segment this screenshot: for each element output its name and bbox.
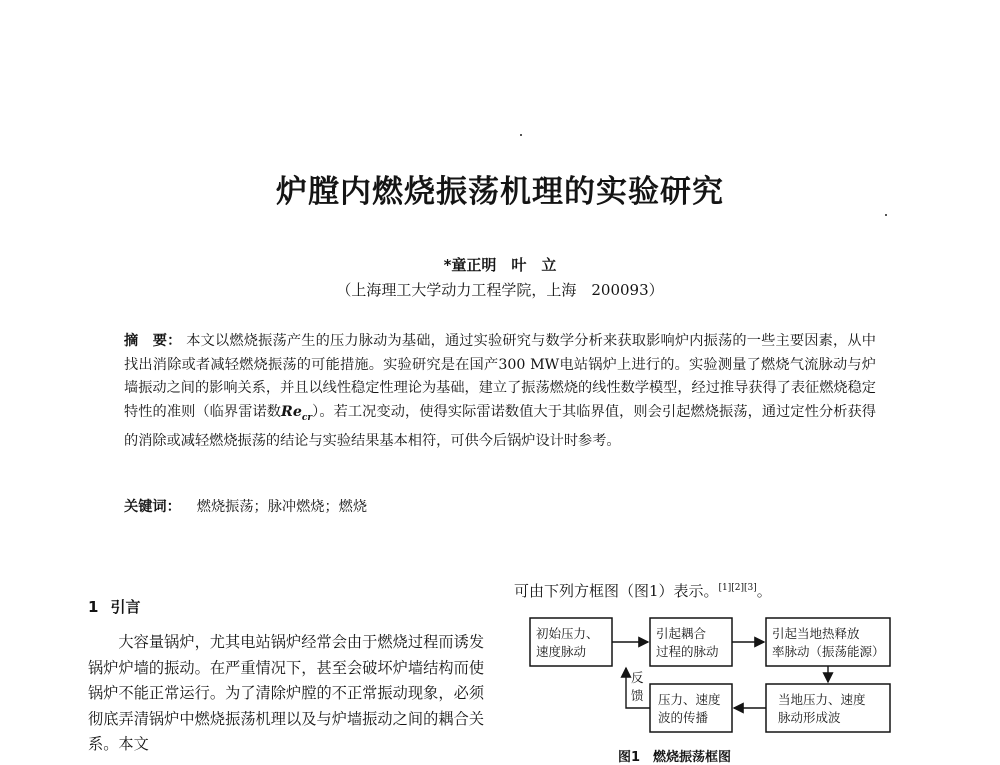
- keywords-label: 关键词：: [124, 499, 181, 515]
- svg-text:速度脉动: 速度脉动: [536, 644, 587, 659]
- svg-text:当地压力、速度: 当地压力、速度: [778, 692, 866, 707]
- svg-text:馈: 馈: [631, 688, 644, 703]
- diagram-box-wave-formation: [766, 684, 890, 732]
- affiliation: （上海理工大学动力工程学院，上海 200093）: [336, 281, 664, 299]
- svg-text:反: 反: [631, 670, 644, 685]
- abstract-label: 摘 要：: [124, 333, 182, 349]
- figure-intro: 可由下列方框图（图1）表示。[1][2][3]。: [514, 582, 772, 600]
- abstract-text-part1: 本文以燃烧振荡产生的压力脉动为基础，通过实验研究与数学分析来获取影响炉内振荡的一些主要因素，从中找出消除或者减轻燃烧振荡的可能措施。实验研究是在国产300 MW电站锅炉上进行的。实验测量了燃烧气流脉动与炉墙振动之间的影响关系，并且以线性稳定性理论为基础，建立了振荡燃烧的线性数学模型，经过推导获得了表征燃烧稳定特性的准则（临界雷诺数: [124, 333, 876, 420]
- reynolds-critical-symbol: $Re_{cr}$: [281, 403, 313, 423]
- svg-text:率脉动（振荡能源）: 率脉动（振荡能源）: [772, 644, 885, 659]
- scan-speck: [885, 214, 887, 216]
- figure-caption: 图1 燃烧振荡框图: [618, 750, 732, 765]
- svg-text:初始压力、: 初始压力、: [536, 626, 599, 641]
- svg-text:脉动形成波: 脉动形成波: [778, 710, 841, 725]
- keywords: [124, 496, 367, 516]
- citation-refs: [1][2][3]: [718, 583, 757, 593]
- authors: *童正明 叶 立: [443, 256, 557, 274]
- abstract: [124, 330, 876, 454]
- diagram-box-wave-propagation: [650, 684, 732, 732]
- section-heading: [88, 596, 140, 617]
- paper-title: 炉膛内燃烧振荡机理的实验研究: [276, 174, 724, 210]
- diagram-feedback-label: [631, 670, 644, 703]
- svg-text:过程的脉动: 过程的脉动: [656, 644, 719, 659]
- section-title: 引言: [110, 598, 141, 616]
- scan-speck: [520, 134, 522, 136]
- keywords-value: 燃烧振荡；脉冲燃烧；燃烧: [196, 499, 368, 515]
- svg-text:波的传播: 波的传播: [658, 710, 709, 725]
- block-diagram: [500, 608, 900, 748]
- svg-text:引起当地热释放: 引起当地热释放: [772, 626, 860, 641]
- abstract-text-part2: ）。若工况变动，使得实际雷诺数值大于其临界值，则会引起燃烧振荡，通过定性分析获得的消除或减轻燃烧振荡的结论与实验结果基本相符，可供今后锅炉设计时参考。: [124, 403, 876, 450]
- svg-text:压力、速度: 压力、速度: [658, 692, 721, 707]
- svg-text:引起耦合: 引起耦合: [656, 626, 707, 641]
- diagram-box-coupling-pulsation: [650, 618, 732, 666]
- intro-paragraph: 大容量锅炉，尤其电站锅炉经常会由于燃烧过程而诱发锅炉炉墙的振动。在严重情况下，甚至会破坏炉墙结构而使锅炉不能正常运行。为了清除炉膛的不正常振动现象，必须彻底弄清锅炉中燃烧振荡机理以及与炉墙振动之间的耦合关系。本文: [88, 633, 484, 754]
- section-number: 1: [88, 598, 99, 616]
- diagram-box-initial-pulsation: [530, 618, 612, 666]
- diagram-box-heat-release: [766, 618, 890, 666]
